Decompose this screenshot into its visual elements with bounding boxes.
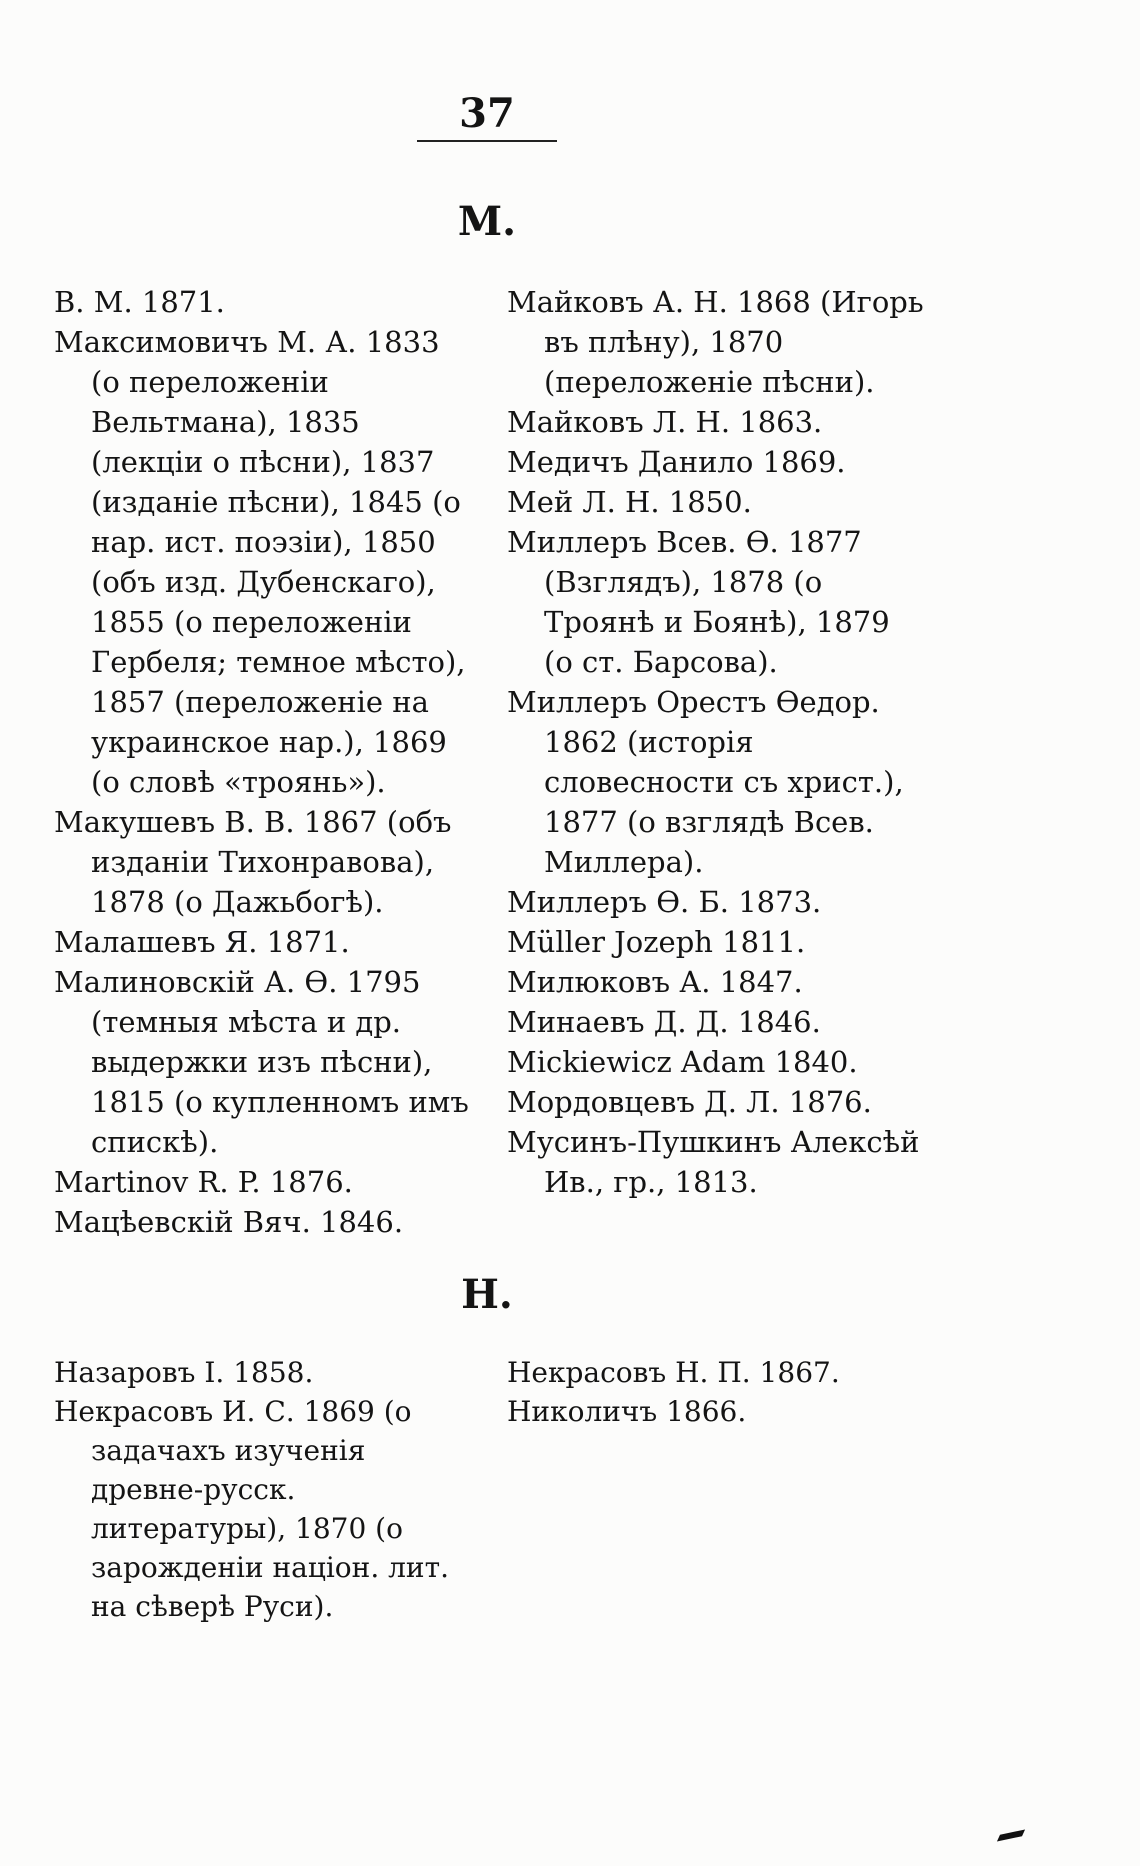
- index-entry: Mickiewicz Adam 1840.: [507, 1045, 858, 1079]
- index-entry: Макушевъ В. В. 1867 (объ изданіи Тихонравова), 1878 (о Дажьбогѣ).: [54, 805, 452, 919]
- page-number-rule: [417, 140, 557, 142]
- page-number: 37: [459, 90, 515, 137]
- index-entry: Милюковъ А. 1847.: [507, 965, 803, 999]
- index-entry: Мордовцевъ Д. Л. 1876.: [507, 1085, 872, 1119]
- index-entry: Martinov R. P. 1876.: [54, 1165, 353, 1199]
- index-entry: Миллеръ Орестъ Ѳедор. 1862 (исторія словесности съ христ.), 1877 (о взглядѣ Всев. Миллера).: [507, 685, 904, 879]
- index-entry: Майковъ А. Н. 1868 (Игорь въ плѣну), 1870 (переложеніе пѣсни).: [507, 285, 924, 399]
- index-entry: Максимовичъ М. А. 1833 (о переложеніи Вельтмана), 1835 (лекціи о пѣсни), 1837 (изданіе пѣсни), 1845 (о нар. ист. поэзіи), 1850 (объ изд. Дубенскаго), 1855 (о переложеніи Гербеля; темное мѣсто), 1857 (переложеніе на украинское нар.), 1869 (о словѣ «троянь»).: [54, 325, 466, 799]
- index-entry: Некрасовъ Н. П. 1867.: [507, 1356, 840, 1389]
- index-entry: Мусинъ-Пушкинъ Алексѣй Ив., гр., 1813.: [507, 1125, 920, 1199]
- index-entry: Мацѣевскій Вяч. 1846.: [54, 1205, 404, 1239]
- index-entry: Миллеръ Ѳ. Б. 1873.: [507, 885, 822, 919]
- index-entry: Медичъ Данило 1869.: [507, 445, 846, 479]
- index-entry: Майковъ Л. Н. 1863.: [507, 405, 823, 439]
- index-entry: Мей Л. Н. 1850.: [507, 485, 752, 519]
- index-entry: Müller Jozeph 1811.: [507, 925, 806, 959]
- left-column-n: [54, 1353, 474, 1626]
- index-entry: Николичъ 1866.: [507, 1395, 747, 1428]
- index-entry: Некрасовъ И. С. 1869 (о задачахъ изученія древне-русск. литературы), 1870 (о зарожденіи націон. лит. на сѣверѣ Руси).: [54, 1395, 449, 1623]
- printer-mark: [997, 1829, 1025, 1841]
- index-entry: Миллеръ Всев. Ѳ. 1877 (Взглядъ), 1878 (о Троянѣ и Боянѣ), 1879 (о ст. Барсова).: [507, 525, 890, 679]
- index-entry: Малашевъ Я. 1871.: [54, 925, 350, 959]
- index-entry: В. М. 1871.: [54, 285, 225, 319]
- section-letter-m: М.: [457, 198, 517, 245]
- index-entry: Малиновскій А. Ѳ. 1795 (темныя мѣста и др. выдержки изъ пѣсни), 1815 (о купленномъ имъ спискѣ).: [54, 965, 469, 1159]
- right-column-m: [507, 282, 927, 1202]
- right-column-n: [507, 1353, 927, 1431]
- index-entry: Минаевъ Д. Д. 1846.: [507, 1005, 821, 1039]
- section-letter-n: Н.: [461, 1271, 513, 1318]
- left-column-m: [54, 282, 474, 1242]
- index-entry: Назаровъ I. 1858.: [54, 1356, 314, 1389]
